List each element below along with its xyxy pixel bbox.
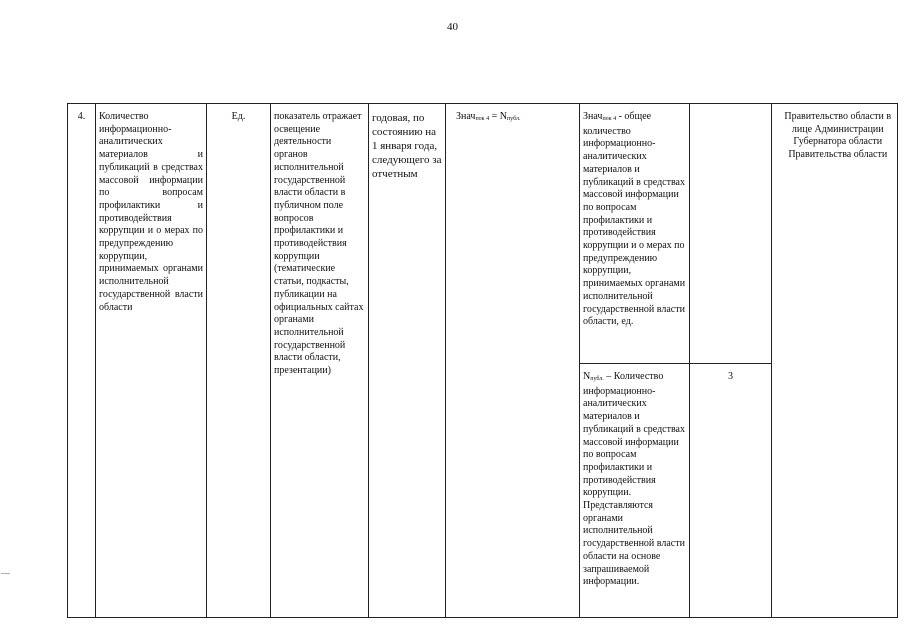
indicator-name-cell	[96, 104, 207, 618]
blank-cell	[772, 104, 782, 618]
value-cell	[690, 364, 772, 618]
row-number-cell	[68, 104, 96, 618]
unit: Ед.	[231, 111, 246, 122]
formula-rhs: N	[499, 111, 507, 122]
table-row	[68, 104, 898, 364]
row-number: 4.	[77, 111, 86, 122]
responsible-body: Правительство области в лице Администрации Губернатора области Правительства области	[784, 111, 892, 161]
variable-symbol: Знач	[583, 111, 603, 122]
indicator-table	[67, 103, 898, 618]
formula-cell	[446, 104, 580, 618]
formula-lhs: Знач	[456, 111, 476, 122]
variable-symbol: N	[583, 371, 591, 382]
variable-definition: – Количество информационно-аналитических материалов и публикаций в средствах массовой информации по вопросам профилактики и противодействия коррупции. Представляются органами исполнительной государственной власти области на основе запрашиваемой информации.	[583, 371, 685, 588]
page-number: 40	[447, 21, 458, 33]
responsible-cell	[782, 104, 898, 618]
value-cell	[690, 104, 772, 364]
description-cell	[271, 104, 369, 618]
periodicity-cell	[369, 104, 446, 618]
formula-lhs-sub: пок 4	[475, 116, 490, 122]
variable-definition-cell	[580, 364, 690, 618]
formula-eq: =	[489, 111, 500, 122]
formula	[456, 111, 520, 122]
variable-subscript: пок 4	[602, 116, 617, 122]
indicator-name: Количество информационно-аналитических материалов и публикаций в средствах массовой информации по вопросам профилактики и противодействия коррупции и о мерах по предупреждению коррупции, принимаемых органами исполнительной государственной власти области	[99, 111, 203, 313]
indicator-description: показатель отражает освещение деятельности органов исполнительной государственной власти области в публичном поле вопросов профилактики и противодействия коррупции (тематические статьи, подкасты, публикации на официальных сайтах органами исполнительной государственной власти области, презентации)	[274, 111, 364, 377]
margin-mark: —	[1, 568, 10, 578]
periodicity: годовая, по состоянию на 1 января года, следующего за отчетным	[372, 112, 442, 180]
variable-subscript: публ.	[590, 376, 604, 382]
variable-definition: - общее количество информационно-аналитических материалов и публикаций в средствах массовой информации по вопросам профилактики и противодействия коррупции и о мерах по предупреждению коррупции, принимаемых органами исполнительной государственной власти области, ед.	[583, 111, 686, 328]
variable-definition-cell	[580, 104, 690, 364]
unit-cell	[207, 104, 271, 618]
formula-rhs-sub: публ.	[506, 116, 521, 122]
variable-value: 3	[728, 371, 733, 382]
